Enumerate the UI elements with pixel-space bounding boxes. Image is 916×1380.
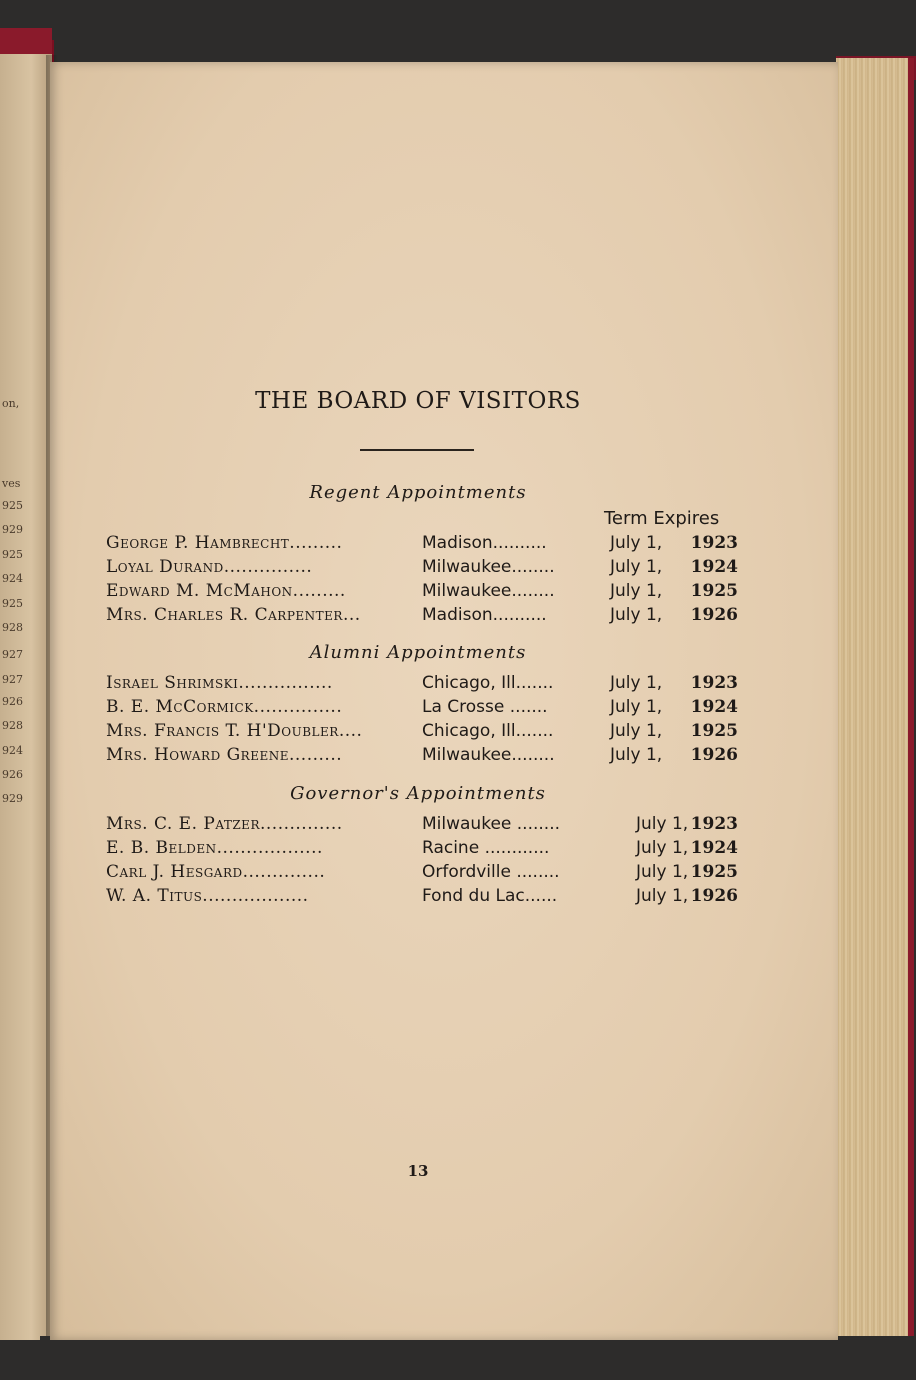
term-year: 1926 — [690, 745, 738, 765]
member-city: Milwaukee ........ — [422, 814, 561, 834]
left-page-fragment: 925 — [2, 597, 23, 610]
term-date: July 1, — [610, 533, 663, 553]
member-name: Mrs. Howard Greene......... — [106, 745, 343, 765]
section-heading-governor: Governor's Appointments — [290, 783, 546, 804]
left-page-fragment: 927 — [2, 648, 23, 661]
table-row — [106, 581, 738, 605]
table-row — [106, 838, 738, 862]
term-date: July 1, — [610, 745, 663, 765]
left-page-fragment: 926 — [2, 768, 23, 781]
term-year: 1923 — [690, 814, 738, 834]
member-name: Edward M. McMahon......... — [106, 581, 346, 601]
table-row — [106, 745, 738, 769]
table-row — [106, 814, 738, 838]
member-name: E. B. Belden.................. — [106, 838, 323, 858]
term-date: July 1, — [636, 814, 689, 834]
term-expires-header: Term Expires — [604, 508, 720, 529]
member-city: Racine ............ — [422, 838, 550, 858]
left-page-fragment: 925 — [2, 499, 23, 512]
term-year: 1926 — [690, 605, 738, 625]
term-year: 1924 — [690, 697, 738, 717]
member-city: Chicago, Ill....... — [422, 721, 554, 741]
page-number: 13 — [407, 1162, 429, 1180]
member-name: George P. Hambrecht......... — [106, 533, 343, 553]
term-date: July 1, — [610, 697, 663, 717]
term-date: July 1, — [636, 862, 689, 882]
table-row — [106, 605, 738, 629]
left-page-fragment: 928 — [2, 621, 23, 634]
term-year: 1924 — [690, 557, 738, 577]
member-city: Madison.......... — [422, 605, 547, 625]
term-year: 1926 — [690, 886, 738, 906]
term-year: 1925 — [690, 721, 738, 741]
term-year: 1923 — [690, 673, 738, 693]
member-name: W. A. Titus.................. — [106, 886, 309, 906]
left-page-fragment: on, — [2, 397, 20, 410]
member-name: Mrs. Francis T. H'Doubler.... — [106, 721, 363, 741]
member-city: Milwaukee........ — [422, 745, 555, 765]
bottom-background — [40, 1336, 916, 1380]
term-date: July 1, — [610, 605, 663, 625]
member-name: Loyal Durand............... — [106, 557, 313, 577]
member-name: B. E. McCormick............... — [106, 697, 343, 717]
member-city: Madison.......... — [422, 533, 547, 553]
member-city: Chicago, Ill....... — [422, 673, 554, 693]
left-page-fragment: 929 — [2, 523, 23, 536]
term-year: 1925 — [690, 581, 738, 601]
term-date: July 1, — [636, 886, 689, 906]
member-name: Mrs. C. E. Patzer.............. — [106, 814, 343, 834]
member-name: Mrs. Charles R. Carpenter... — [106, 605, 361, 625]
left-page-fragment: 924 — [2, 572, 23, 585]
table-row — [106, 557, 738, 581]
member-city: La Crosse ....... — [422, 697, 548, 717]
left-page-fragment: 924 — [2, 744, 23, 757]
table-row — [106, 886, 738, 910]
section-heading-alumni: Alumni Appointments — [309, 642, 527, 663]
left-page-fragment: 925 — [2, 548, 23, 561]
section-heading-regent: Regent Appointments — [309, 482, 527, 503]
table-row — [106, 862, 738, 886]
table-row — [106, 533, 738, 557]
page — [50, 62, 838, 1340]
term-date: July 1, — [636, 838, 689, 858]
term-year: 1925 — [690, 862, 738, 882]
term-year: 1923 — [690, 533, 738, 553]
member-city: Milwaukee........ — [422, 557, 555, 577]
left-page-fragment: 928 — [2, 719, 23, 732]
table-row — [106, 673, 738, 697]
left-page-fragment: ves — [2, 477, 21, 490]
left-page-fragment: 927 — [2, 673, 23, 686]
left-cover-edge — [0, 28, 52, 54]
term-date: July 1, — [610, 557, 663, 577]
member-city: Fond du Lac...... — [422, 886, 558, 906]
member-name: Israel Shrimski................ — [106, 673, 333, 693]
table-row — [106, 721, 738, 745]
page-title: THE BOARD OF VISITORS — [255, 388, 581, 414]
left-page-fragment: 929 — [2, 792, 23, 805]
member-name: Carl J. Hesgard.............. — [106, 862, 326, 882]
title-rule — [360, 449, 474, 451]
term-year: 1924 — [690, 838, 738, 858]
member-city: Orfordville ........ — [422, 862, 560, 882]
left-page-fragment: 926 — [2, 695, 23, 708]
page-block-edge — [836, 58, 914, 1348]
term-date: July 1, — [610, 581, 663, 601]
member-city: Milwaukee........ — [422, 581, 555, 601]
table-row — [106, 697, 738, 721]
term-date: July 1, — [610, 721, 663, 741]
term-date: July 1, — [610, 673, 663, 693]
